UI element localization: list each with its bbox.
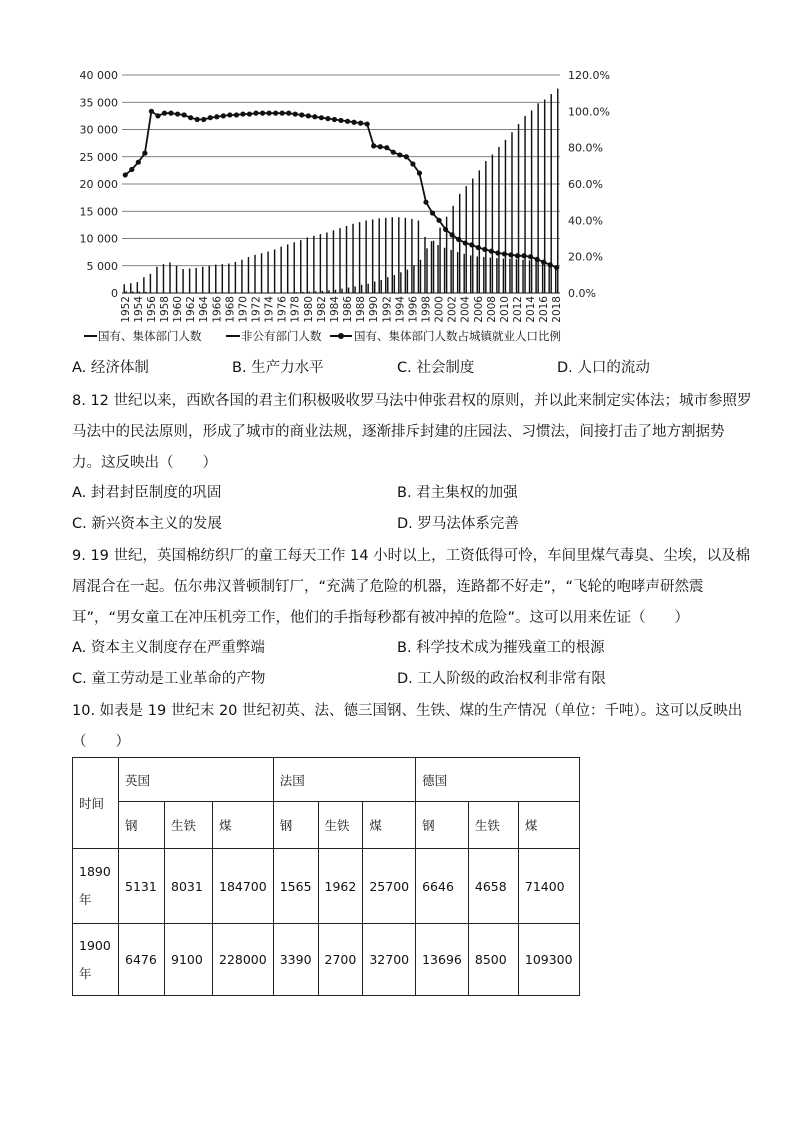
- y-left-tick-label: 15 000: [79, 205, 118, 219]
- bar-state-collective: [463, 254, 464, 293]
- bar-state-collective: [254, 255, 255, 293]
- bar-state-collective: [137, 282, 138, 293]
- x-tick-label: 1994: [394, 296, 407, 323]
- y-right-tick-label: 40.0%: [568, 214, 603, 228]
- bar-state-collective: [287, 244, 288, 293]
- table-year-suffix: 年: [79, 892, 92, 907]
- line-point-state-share: [338, 118, 343, 123]
- line-point-state-share: [286, 111, 291, 116]
- y-right-tick-label: 20.0%: [568, 250, 603, 264]
- bar-state-collective: [294, 242, 295, 293]
- bar-state-collective: [444, 248, 445, 293]
- line-point-state-share: [149, 109, 154, 114]
- line-point-state-share: [142, 151, 147, 156]
- bar-state-collective: [176, 266, 177, 293]
- x-tick-label: 1966: [211, 296, 224, 323]
- bar-non-public: [374, 282, 375, 293]
- bar-state-collective: [365, 221, 366, 293]
- x-tick-label: 1980: [302, 296, 315, 323]
- bar-state-collective: [392, 217, 393, 293]
- line-point-state-share: [450, 232, 455, 237]
- x-tick-label: 2004: [459, 296, 472, 323]
- line-point-state-share: [175, 111, 180, 116]
- bar-state-collective: [156, 267, 157, 293]
- bar-non-public: [433, 241, 434, 293]
- table-item-coal: 煤: [213, 802, 274, 849]
- bar-state-collective: [274, 249, 275, 293]
- table-year-cell: [73, 849, 119, 924]
- bar-non-public: [479, 170, 480, 293]
- table-cell: 4658: [468, 849, 518, 924]
- line-point-state-share: [515, 253, 520, 258]
- bar-state-collective: [418, 221, 419, 293]
- x-tick-label: 1988: [355, 296, 368, 323]
- bar-state-collective: [209, 266, 210, 293]
- x-tick-label: 1964: [198, 296, 211, 323]
- bar-state-collective: [470, 255, 471, 293]
- bar-state-collective: [320, 234, 321, 293]
- y-left-tick-label: 40 000: [79, 69, 118, 82]
- bar-state-collective: [529, 260, 530, 293]
- line-point-state-share: [306, 113, 311, 118]
- line-point-state-share: [371, 143, 376, 148]
- table-cell: 1962: [318, 849, 363, 924]
- q7-option-a[interactable]: A. 经济体制: [72, 360, 149, 376]
- table-year-cell: [73, 924, 119, 996]
- bar-state-collective: [189, 268, 190, 293]
- line-point-state-share: [489, 249, 494, 254]
- x-tick-label: 1992: [381, 296, 394, 323]
- x-tick-label: 1978: [289, 296, 302, 323]
- bar-non-public: [531, 110, 532, 293]
- bar-state-collective: [509, 259, 510, 293]
- table-year: 1890: [79, 864, 111, 879]
- bar-non-public: [505, 140, 506, 293]
- q9-options-row1: [72, 638, 732, 660]
- bar-state-collective: [378, 218, 379, 293]
- table-row: [73, 849, 580, 924]
- bar-non-public: [452, 206, 453, 293]
- table-cell: 9100: [165, 924, 213, 996]
- q9-stem-line1: 9. 19 世纪，英国棉纺织厂的童工每天工作 14 小时以上，工资低得可怜，车间里煤气毒臭、尘埃，以及棉: [72, 548, 751, 564]
- bar-state-collective: [346, 226, 347, 293]
- bar-state-collective: [359, 222, 360, 293]
- line-point-state-share: [123, 172, 128, 177]
- bar-state-collective: [261, 253, 262, 293]
- line-point-state-share: [495, 250, 500, 255]
- q7-options: [72, 358, 732, 380]
- y-left-tick-label: 10 000: [79, 232, 118, 246]
- y-right-tick-label: 100.0%: [568, 105, 610, 119]
- line-point-state-share: [319, 115, 324, 120]
- bar-state-collective: [385, 218, 386, 293]
- bar-state-collective: [326, 233, 327, 293]
- x-tick-label: 1958: [159, 296, 171, 323]
- bar-non-public: [413, 265, 414, 293]
- line-point-state-share: [463, 240, 468, 245]
- y-left-tick-label: 0: [111, 287, 118, 300]
- line-point-state-share: [508, 252, 513, 257]
- line-point-state-share: [502, 251, 507, 256]
- line-point-state-share: [188, 115, 193, 120]
- table-cell: 8031: [165, 849, 213, 924]
- table-year: 1900: [79, 937, 111, 953]
- table-header-row-countries: [73, 758, 580, 802]
- table-cell: 6646: [416, 849, 469, 924]
- line-point-state-share: [404, 154, 409, 159]
- q7-option-b[interactable]: B. 生产力水平: [232, 360, 324, 376]
- employment-chart: [0, 0, 794, 360]
- bar-state-collective: [235, 262, 236, 293]
- q8-stem-line3: 力。这反映出（ ）: [72, 455, 217, 471]
- line-point-state-share: [391, 150, 396, 155]
- line-point-state-share: [266, 111, 271, 116]
- table-item-pig-iron: 生铁: [165, 802, 213, 849]
- table-cell: 5131: [119, 849, 165, 924]
- bar-state-collective: [124, 284, 125, 293]
- bar-state-collective: [437, 245, 438, 293]
- line-point-state-share: [378, 144, 383, 149]
- bar-non-public: [472, 179, 473, 293]
- line-point-state-share: [423, 200, 428, 205]
- bar-state-collective: [352, 224, 353, 293]
- legend-label-share: 国有、集体部门人数占城镇就业人口比例: [354, 329, 561, 343]
- bar-non-public: [518, 124, 519, 293]
- bar-state-collective: [548, 264, 549, 293]
- q9-stem-line3: 耳”，“男女童工在冲压机旁工作，他们的手指每秒都有被冲掉的危险”。这可以用来佐证（ ）: [72, 610, 690, 626]
- table-cell: 228000: [213, 924, 274, 996]
- bar-non-public: [361, 285, 362, 293]
- line-point-state-share: [417, 171, 422, 176]
- line-point-state-share: [214, 114, 219, 119]
- bar-state-collective: [490, 258, 491, 293]
- line-point-state-share: [482, 247, 487, 252]
- bar-state-collective: [248, 257, 249, 293]
- bar-state-collective: [228, 264, 229, 293]
- table-item-coal: 煤: [363, 802, 416, 849]
- line-point-state-share: [384, 145, 389, 150]
- bar-state-collective: [182, 269, 183, 293]
- table-country-uk: 英国: [119, 758, 274, 802]
- bar-state-collective: [431, 241, 432, 293]
- table-item-steel: 钢: [273, 802, 318, 849]
- bar-non-public: [354, 286, 355, 293]
- x-tick-label: 2018: [551, 296, 564, 323]
- bar-state-collective: [241, 260, 242, 293]
- x-tick-label: 2012: [512, 296, 524, 323]
- x-tick-label: 1976: [276, 296, 289, 323]
- y-left-tick-label: 5 000: [86, 259, 118, 273]
- y-right-tick-label: 80.0%: [568, 141, 603, 155]
- line-point-state-share: [162, 111, 167, 116]
- bar-state-collective: [424, 237, 425, 293]
- line-point-state-share: [358, 121, 363, 126]
- bar-state-collective: [130, 283, 131, 293]
- x-tick-label: 1998: [420, 296, 433, 323]
- x-tick-label: 1954: [132, 296, 145, 323]
- bar-non-public: [400, 272, 401, 293]
- q8-option-b[interactable]: B. 君主集权的加强: [397, 485, 518, 501]
- q8-option-c[interactable]: C. 新兴资本主义的发展: [72, 516, 222, 532]
- bar-non-public: [537, 103, 538, 293]
- line-point-state-share: [521, 253, 526, 258]
- table-cell: 6476: [119, 924, 165, 996]
- bar-non-public: [381, 280, 382, 293]
- x-tick-label: 2014: [525, 296, 538, 323]
- bar-non-public: [492, 155, 493, 293]
- table-cell: 25700: [363, 849, 416, 924]
- table-year-suffix: 年: [79, 965, 92, 981]
- x-tick-label: 1986: [342, 296, 354, 323]
- line-point-state-share: [293, 111, 298, 116]
- q9-option-b[interactable]: B. 科学技术成为摧残童工的根源: [397, 640, 605, 656]
- bar-non-public: [387, 277, 388, 293]
- line-point-state-share: [456, 237, 461, 242]
- x-tick-label: 2010: [498, 296, 511, 323]
- line-point-state-share: [253, 111, 258, 116]
- line-point-state-share: [247, 111, 252, 116]
- table-item-pig-iron: 生铁: [468, 802, 518, 849]
- bar-state-collective: [496, 258, 497, 293]
- table-row: [73, 924, 580, 996]
- table-cell: 13696: [416, 924, 469, 996]
- line-point-state-share: [541, 260, 546, 265]
- q8-option-a[interactable]: A. 封君封臣制度的巩固: [72, 485, 222, 501]
- table-cell: 2700: [318, 924, 363, 996]
- bar-state-collective: [516, 259, 517, 293]
- x-tick-label: 1968: [224, 296, 237, 323]
- line-point-state-share: [227, 112, 232, 117]
- line-point-state-share: [554, 265, 559, 270]
- bar-state-collective: [195, 268, 196, 293]
- bar-state-collective: [535, 261, 536, 293]
- bar-non-public: [459, 194, 460, 293]
- line-point-state-share: [528, 254, 533, 259]
- line-point-state-share: [208, 115, 213, 120]
- x-tick-label: 1970: [237, 296, 250, 323]
- bar-non-public: [485, 161, 486, 293]
- line-point-state-share: [325, 116, 330, 121]
- line-point-state-share: [410, 161, 415, 166]
- table-header-row-items: [73, 802, 580, 849]
- bar-non-public: [367, 284, 368, 293]
- line-point-state-share: [182, 112, 187, 117]
- bar-state-collective: [169, 262, 170, 293]
- line-point-state-share: [535, 257, 540, 262]
- x-tick-label: 1982: [315, 296, 328, 323]
- line-point-state-share: [221, 113, 226, 118]
- bar-state-collective: [313, 236, 314, 293]
- bar-state-collective: [280, 247, 281, 293]
- line-point-state-share: [273, 111, 278, 116]
- bar-state-collective: [405, 218, 406, 293]
- y-left-tick-label: 30 000: [79, 123, 118, 137]
- x-tick-label: 1996: [407, 296, 420, 323]
- line-point-state-share: [345, 119, 350, 124]
- table-item-steel: 钢: [416, 802, 469, 849]
- x-tick-label: 1956: [145, 296, 158, 323]
- line-point-state-share: [195, 117, 200, 122]
- x-tick-label: 2008: [485, 296, 498, 323]
- q9-option-d[interactable]: D. 工人阶级的政治权利非常有限: [397, 671, 606, 687]
- y-left-tick-label: 25 000: [79, 150, 118, 164]
- y-right-tick-label: 60.0%: [568, 178, 603, 191]
- line-point-state-share: [469, 242, 474, 247]
- table-time-header: 时间: [73, 758, 119, 849]
- x-tick-label: 1972: [250, 296, 263, 323]
- bar-non-public: [426, 248, 427, 293]
- q9-options-row2: [72, 669, 732, 691]
- table-cell: 3390: [273, 924, 318, 996]
- x-tick-label: 2002: [446, 296, 459, 323]
- table-cell: 109300: [518, 924, 579, 996]
- bar-non-public: [439, 228, 440, 293]
- table-country-de: 德国: [416, 758, 579, 802]
- bar-non-public: [341, 289, 342, 293]
- bar-state-collective: [163, 264, 164, 293]
- q8-options-row1: [72, 483, 732, 505]
- bar-non-public: [466, 186, 467, 293]
- legend-label-state: 国有、集体部门人数: [98, 329, 202, 343]
- chart-svg: [0, 0, 794, 360]
- x-tick-label: 2016: [538, 296, 551, 323]
- bar-state-collective: [542, 262, 543, 293]
- table-cell: 8500: [468, 924, 518, 996]
- q9-stem-line2: 屑混合在一起。伍尔弗汉普顿制钉厂，“充满了危险的机器，连路都不好走”，“飞轮的咆哮声研然震: [72, 579, 704, 595]
- line-point-state-share: [168, 111, 173, 116]
- bar-state-collective: [398, 217, 399, 293]
- line-point-state-share: [280, 111, 285, 116]
- line-point-state-share: [365, 121, 370, 126]
- bar-state-collective: [222, 264, 223, 293]
- x-tick-label: 1984: [329, 296, 341, 323]
- bar-state-collective: [339, 228, 340, 293]
- bar-non-public: [511, 132, 512, 293]
- table-country-fr: 法国: [273, 758, 415, 802]
- bar-state-collective: [372, 219, 373, 293]
- bar-state-collective: [202, 267, 203, 293]
- bar-state-collective: [450, 250, 451, 293]
- bar-state-collective: [503, 259, 504, 293]
- q10-stem-line2: （ ）: [72, 734, 130, 750]
- table-cell: 184700: [213, 849, 274, 924]
- line-point-state-share: [443, 227, 448, 232]
- line-point-state-share: [240, 111, 245, 116]
- x-tick-label: 2000: [433, 296, 446, 323]
- q9-option-c[interactable]: C. 童工劳动是工业革命的产物: [72, 671, 266, 687]
- production-table: [72, 757, 580, 996]
- line-point-state-share: [548, 262, 553, 267]
- bar-non-public: [407, 270, 408, 293]
- line-point-state-share: [260, 111, 265, 116]
- q7-option-c[interactable]: C. 社会制度: [397, 360, 475, 376]
- bar-non-public: [420, 260, 421, 293]
- table-item-pig-iron: 生铁: [318, 802, 363, 849]
- line-point-state-share: [351, 120, 356, 125]
- x-tick-label: 1952: [119, 296, 132, 323]
- bar-state-collective: [267, 252, 268, 293]
- bar-state-collective: [307, 237, 308, 293]
- line-point-state-share: [312, 114, 317, 119]
- bar-state-collective: [333, 230, 334, 293]
- y-left-tick-label: 35 000: [79, 96, 118, 110]
- bar-state-collective: [483, 257, 484, 293]
- line-point-state-share: [436, 218, 441, 223]
- x-tick-label: 1974: [263, 296, 276, 323]
- y-right-tick-label: 120.0%: [568, 69, 610, 82]
- table-cell: 1565: [273, 849, 318, 924]
- line-point-state-share: [234, 112, 239, 117]
- y-right-tick-label: 0.0%: [568, 287, 596, 300]
- line-point-state-share: [397, 152, 402, 157]
- y-left-tick-label: 20 000: [79, 178, 118, 191]
- x-tick-label: 1962: [185, 296, 198, 323]
- line-point-state-share: [299, 112, 304, 117]
- bar-state-collective: [411, 219, 412, 293]
- bar-non-public: [524, 116, 525, 293]
- legend-label-non-public: 非公有部门人数: [241, 329, 322, 343]
- bar-state-collective: [143, 277, 144, 293]
- bar-non-public: [348, 288, 349, 293]
- line-point-state-share: [430, 210, 435, 215]
- q8-stem-line1: 8. 12 世纪以来，西欧各国的君主们积极吸收罗马法中伸张君权的原则，并以此来制定实体法；城市参照罗: [72, 393, 752, 409]
- table-cell: 71400: [518, 849, 579, 924]
- line-point-state-share: [129, 167, 134, 172]
- line-point-state-share: [201, 117, 206, 122]
- bar-state-collective: [477, 256, 478, 293]
- line-point-state-share: [136, 160, 141, 165]
- bar-non-public: [498, 147, 499, 293]
- line-point-state-share: [155, 113, 160, 118]
- bar-state-collective: [150, 274, 151, 293]
- bar-non-public: [394, 275, 395, 293]
- q7-option-d[interactable]: D. 人口的流动: [557, 360, 650, 376]
- q8-stem-line2: 马法中的民法原则，形成了城市的商业法规，逐渐排斥封建的庄园法、习惯法，间接打击了地方割据势: [72, 424, 725, 440]
- table-cell: 32700: [363, 924, 416, 996]
- q9-option-a[interactable]: A. 资本主义制度存在严重弊端: [72, 640, 265, 656]
- q8-options-row2: [72, 514, 732, 536]
- bar-state-collective: [457, 252, 458, 293]
- q8-option-d[interactable]: D. 罗马法体系完善: [397, 516, 519, 532]
- legend-marker-share: [338, 333, 344, 339]
- x-tick-label: 1960: [172, 296, 185, 323]
- bar-state-collective: [215, 265, 216, 293]
- bar-state-collective: [300, 240, 301, 293]
- table-item-coal: 煤: [518, 802, 579, 849]
- q10-stem-line1: 10. 如表是 19 世纪末 20 世纪初英、法、德三国钢、生铁、煤的生产情况（单位：千吨）。这可以反映出: [72, 703, 743, 719]
- x-tick-label: 1990: [368, 296, 381, 323]
- x-tick-label: 2006: [472, 296, 485, 323]
- bar-state-collective: [522, 260, 523, 293]
- line-point-state-share: [332, 117, 337, 122]
- line-point-state-share: [476, 245, 481, 250]
- table-item-steel: 钢: [119, 802, 165, 849]
- bar-non-public: [557, 89, 558, 293]
